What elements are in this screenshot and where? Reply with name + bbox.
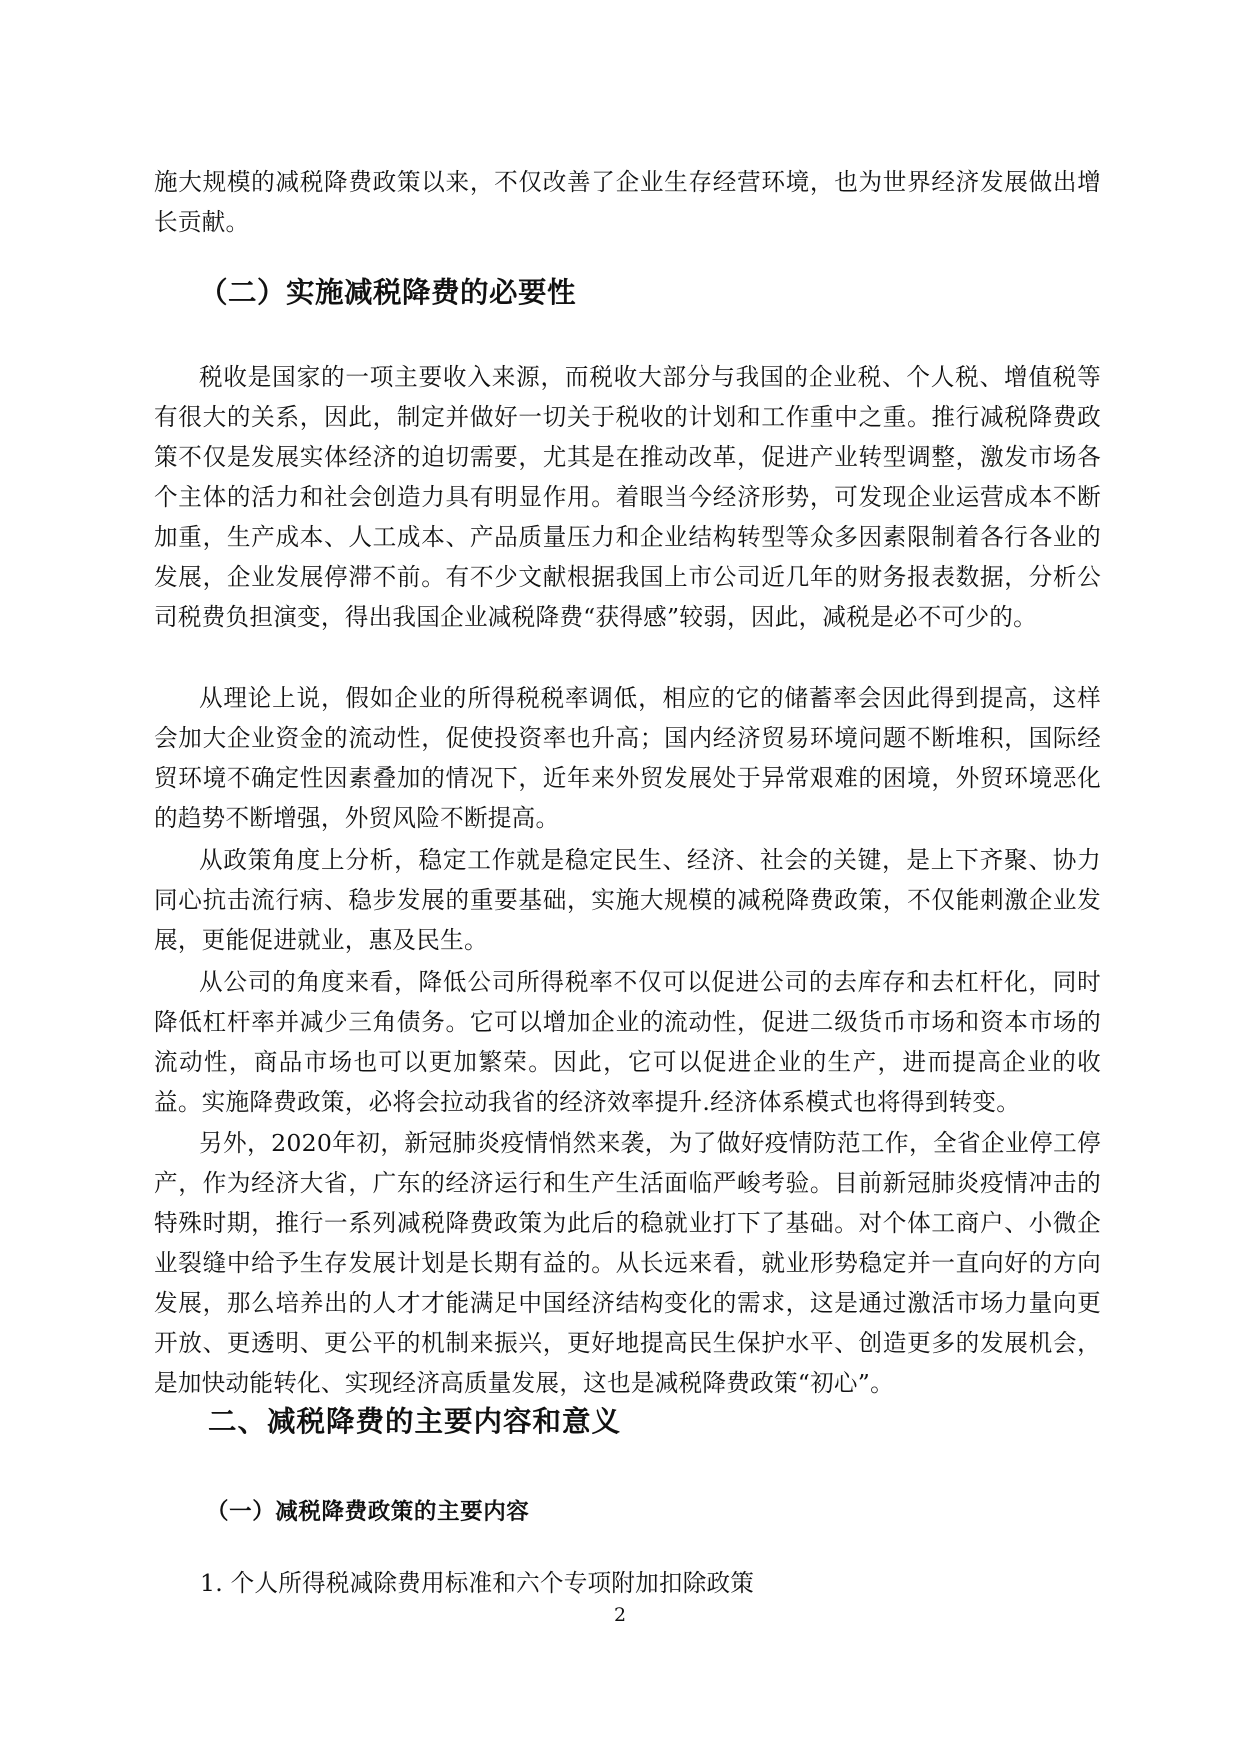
continuation-paragraph: 施大规模的减税降费政策以来，不仅改善了企业生存经营环境，也为世界经济发展做出增长贡献。 bbox=[154, 168, 1101, 236]
paragraph-5: 另外，2020年初，新冠肺炎疫情悄然来袭，为了做好疫情防范工作，全省企业停工停产，作为经济大省，广东的经济运行和生产生活面临严峻考验。目前新冠肺炎疫情冲击的特殊时期，推行一系列减税降费政策为此后的稳就业打下了基础。对个体工商户、小微企业裂缝中给予生存发展计划是长期有益的。从长远来看，就业形势稳定并一直向好的方向发展，那么培养出的人才才能满足中国经济结构变化的需求，这是通过激活市场力量向更开放、更透明、更公平的机制来振兴，更好地提高民生保护水平、创造更多的发展机会，是加快动能转化、实现经济高质量发展，这也是减税降费政策“初心”。 bbox=[154, 1129, 1101, 1397]
list-item: 1. 个人所得税减除费用标准和六个专项附加扣除政策 bbox=[200, 1569, 755, 1597]
paragraph-3: 从政策角度上分析，稳定工作就是稳定民生、经济、社会的关键，是上下齐聚、协力同心抗击流行病、稳步发展的重要基础，实施大规模的减税降费政策，不仅能刺激企业发展，更能促进就业，惠及民生。 bbox=[154, 846, 1101, 954]
paragraph-4: 从公司的角度来看，降低公司所得税率不仅可以促进公司的去库存和去杠杆化，同时降低杠杆率并减少三角债务。它可以增加企业的流动性，促进二级货币市场和资本市场的流动性，商品市场也可以更加繁荣。因此，它可以促进企业的生产，进而提高企业的收益。实施降费政策，必将会拉动我省的经济效率提升.经济体系模式也将得到转变。 bbox=[154, 968, 1101, 1116]
page-number: 2 bbox=[613, 1604, 627, 1626]
paragraph-1: 税收是国家的一项主要收入来源，而税收大部分与我国的企业税、个人税、增值税等有很大的关系，因此，制定并做好一切关于税收的计划和工作重中之重。推行减税降费政策不仅是发展实体经济的迫切需要，尤其是在推动改革，促进产业转型调整，激发市场各个主体的活力和社会创造力具有明显作用。着眼当今经济形势，可发现企业运营成本不断加重，生产成本、人工成本、产品质量压力和企业结构转型等众多因素限制着各行各业的发展，企业发展停滞不前。有不少文献根据我国上市公司近几年的财务报表数据，分析公司税费负担演变，得出我国企业减税降费“获得感”较弱，因此，减税是必不可少的。 bbox=[154, 363, 1101, 631]
section-heading: （二）实施减税降费的必要性 bbox=[199, 276, 577, 309]
subsection-heading: （一）减税降费政策的主要内容 bbox=[206, 1499, 530, 1525]
paragraph-2: 从理论上说，假如企业的所得税税率调低，相应的它的储蓄率会因此得到提高，这样会加大企业资金的流动性，促使投资率也升高；国内经济贸易环境问题不断堆积，国际经贸环境不确定性因素叠加的情况下，近年来外贸发展处于异常艰难的困境，外贸环境恶化的趋势不断增强，外贸风险不断提高。 bbox=[154, 684, 1101, 832]
chapter-heading: 二、减税降费的主要内容和意义 bbox=[208, 1405, 622, 1438]
